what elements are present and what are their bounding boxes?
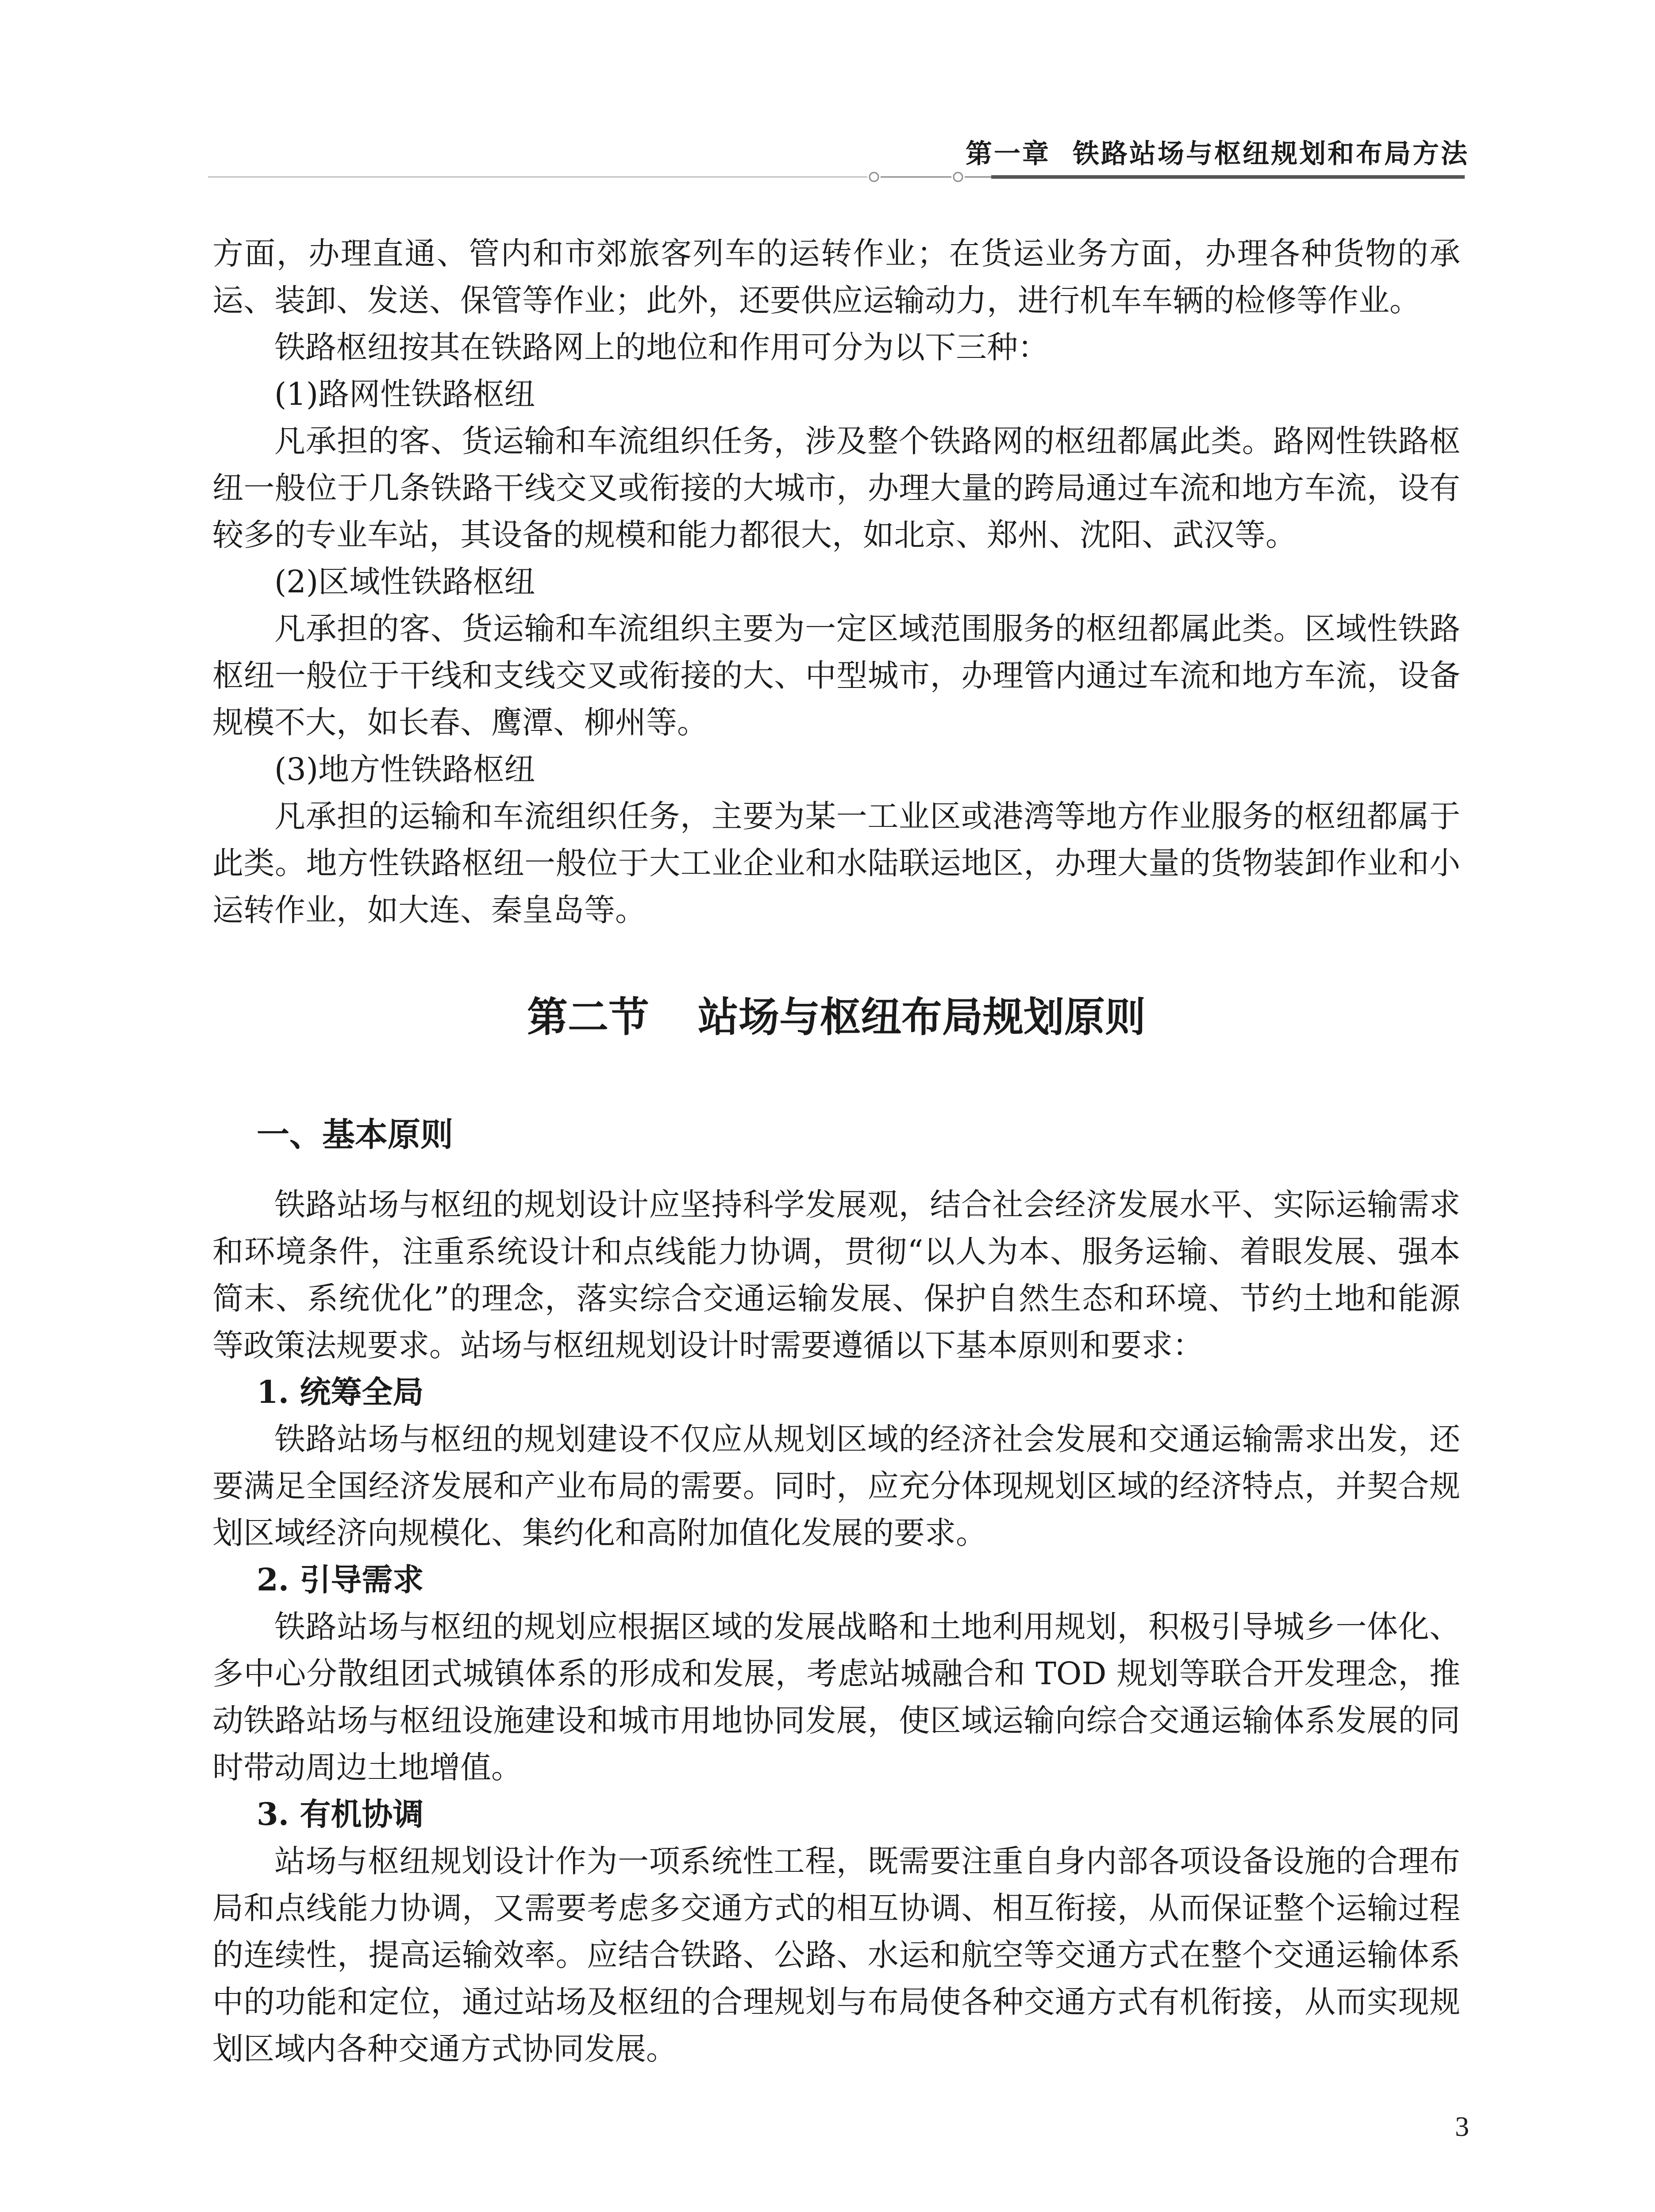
section-number: 第二节: [527, 994, 649, 1041]
hub-type-3-text: 凡承担的运输和车流组织任务，主要为某一工业区或港湾等地方作业服务的枢纽都属于此类。地方性铁路枢纽一般位于大工业企业和水陆联运地区，办理大量的货物装卸作业和小运转作业，如大连、秦皇岛等。: [212, 798, 1460, 928]
principle-3-text: 站场与枢纽规划设计作为一项系统性工程，既需要注重自身内部各项设备设施的合理布局和点线能力协调，又需要考虑多交通方式的相互协调、相互衔接，从而保证整个运输过程的连续性，提高运输效率。应结合铁路、公路、水运和航空等交通方式在整个交通运输体系中的功能和定位，通过站场及枢纽的合理规划与布局使各种交通方式有机衔接，从而实现规划区域内各种交通方式协同发展。: [212, 1843, 1460, 2067]
principle-2-title: 引导需求: [300, 1562, 424, 1598]
hub-type-3-label: (3)地方性铁路枢纽: [274, 751, 535, 787]
principle-3-heading: [212, 1791, 1460, 1838]
principle-1-number: 1.: [257, 1374, 289, 1410]
page-body: [212, 230, 1460, 2072]
intro-paragraph-2: 铁路枢纽按其在铁路网上的地位和作用可分为以下三种：: [274, 329, 1049, 365]
section-heading: [212, 991, 1460, 1044]
principle-3-title: 有机协调: [300, 1796, 424, 1832]
principle-2-number: 2.: [257, 1561, 289, 1598]
section-title: 站场与枢纽布局规划原则: [698, 994, 1146, 1041]
subsection-heading: 一、基本原则: [257, 1116, 453, 1154]
principle-1-heading: [212, 1369, 1460, 1416]
hub-type-1-text: 凡承担的客、货运输和车流组织任务，涉及整个铁路网的枢纽都属此类。路网性铁路枢纽一般位于几条铁路干线交叉或衔接的大城市，办理大量的跨局通过车流和地方车流，设有较多的专业车站，其设备的规模和能力都很大，如北京、郑州、沈阳、武汉等。: [212, 423, 1460, 553]
principle-2-heading: [212, 1556, 1460, 1603]
page-number: 3: [1455, 2111, 1469, 2142]
header-rule: [208, 172, 1465, 182]
principle-1-title: 统筹全局: [300, 1374, 424, 1410]
running-head-title: 铁路站场与枢纽规划和布局方法: [1073, 138, 1469, 169]
hub-type-2-text: 凡承担的客、货运输和车流组织主要为一定区域范围服务的枢纽都属此类。区域性铁路枢纽一般位于干线和支线交叉或衔接的大、中型城市，办理管内通过车流和地方车流，设备规模不大，如长春、鹰潭、柳州等。: [212, 611, 1460, 741]
running-head-chapter: 第一章: [966, 138, 1051, 169]
running-head: [966, 133, 1469, 171]
principle-3-number: 3.: [257, 1796, 289, 1832]
intro-paragraph-1: 方面，办理直通、管内和市郊旅客列车的运转作业；在货运业务方面，办理各种货物的承运、装卸、发送、保管等作业；此外，还要供应运输动力，进行机车车辆的检修等作业。: [212, 235, 1460, 319]
hub-type-1-label: (1)路网性铁路枢纽: [274, 376, 535, 412]
hub-type-2-label: (2)区域性铁路枢纽: [274, 564, 535, 600]
principle-1-text: 铁路站场与枢纽的规划建设不仅应从规划区域的经济社会发展和交通运输需求出发，还要满足全国经济发展和产业布局的需要。同时，应充分体现规划区域的经济特点，并契合规划区域经济向规模化、集约化和高附加值化发展的要求。: [212, 1421, 1460, 1551]
principle-2-text: 铁路站场与枢纽的规划应根据区域的发展战略和土地利用规划，积极引导城乡一体化、多中心分散组团式城镇体系的形成和发展，考虑站城融合和 TOD 规划等联合开发理念，推动铁路站场与枢纽设施建设和城市用地协同发展，使区域运输向综合交通运输体系发展的同时带动周边土地增值。: [212, 1609, 1460, 1786]
subsection-intro: 铁路站场与枢纽的规划设计应坚持科学发展观，结合社会经济发展水平、实际运输需求和环境条件，注重系统设计和点线能力协调，贯彻“以人为本、服务运输、着眼发展、强本简末、系统优化”的理念，落实综合交通运输发展、保护自然生态和环境、节约土地和能源等政策法规要求。站场与枢纽规划设计时需要遵循以下基本原则和要求：: [212, 1187, 1460, 1363]
